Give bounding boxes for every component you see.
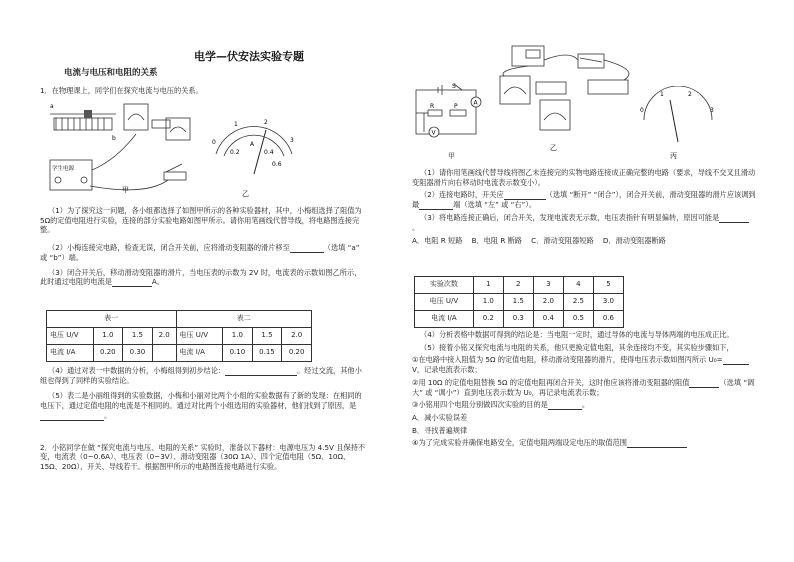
option-find-rule: B．寻找普遍规律 — [412, 425, 468, 435]
q2-part2-blank2[interactable] — [419, 201, 453, 210]
ammeter-tick-04: 0.4 — [264, 149, 274, 156]
power-label: 学生电源 — [52, 166, 75, 172]
table2-title: 表二 — [176, 311, 311, 328]
q2-part4: （4）分析表格中数据可得到的结论是：当电阻一定时，通过导体的电流与导体两端的电压成正比。 — [420, 330, 734, 339]
option-c: C．滑动变阻器短路 — [531, 236, 594, 246]
left-column — [40, 86, 366, 96]
step-2: ②用 10Ω 的定值电阻替换 5Ω 的定值电阻再闭合开关，这时他应该将滑动变阻器的阻值 — [412, 377, 690, 387]
voltmeter-tick-0: 0 — [640, 107, 644, 114]
table-cell: 2.0 — [533, 294, 563, 311]
table-cell: 0.5 — [563, 311, 593, 328]
circuit-A: A — [473, 99, 478, 107]
table-cell: 1.0 — [93, 328, 123, 345]
table-cell: 0.6 — [593, 311, 623, 328]
rheostat-body — [54, 118, 112, 130]
fig-label-yi-right: 乙 — [550, 144, 557, 152]
fig-label-jia-right: 甲 — [448, 152, 455, 160]
option-reduce-error: A．减小实验误差 — [412, 413, 468, 423]
terminal-a: a — [50, 103, 54, 110]
q1-intro: 1．在物理课上，同学们在探究电流与电压的关系。 — [40, 86, 203, 95]
table-cell: 0.4 — [533, 311, 563, 328]
q1-part5-tail: 。 — [104, 410, 112, 420]
table-cell: 0.3 — [503, 311, 533, 328]
circuit-S: S — [452, 83, 456, 90]
ammeter-tick-3: 3 — [290, 137, 294, 144]
q2-part2-tail: 端（选填 “左” 或 “右”）。 — [453, 200, 537, 210]
table2-row-u-label: 电压 U/V — [176, 328, 223, 345]
q1-part5: （5）表二是小丽组得到的实验数据，小梅和小丽对比两个小组的实验数据有了新的发现：在相同的电压下，通过定值电阻的电流是不相同的。通过对比两个小组选用的实验器材，他们找到了原因，是 — [40, 391, 362, 411]
q1-part2: （2）小梅连接完电路，检查无误，闭合开关前，应将滑动变阻器的滑片移至 — [48, 243, 290, 253]
q1-part4-blank[interactable] — [225, 367, 297, 376]
table-cell: 1.5 — [252, 328, 282, 345]
table-header: 3 — [533, 277, 563, 294]
fig-label-yi: 乙 — [242, 190, 249, 198]
figure-apparatus-right — [490, 40, 650, 152]
table-cell: 1.5 — [123, 328, 153, 345]
table-cell: 1.0 — [473, 294, 503, 311]
figure-voltmeter-dial — [636, 86, 720, 162]
figure-ammeter-dial — [206, 114, 302, 198]
q1-part4: （4）通过对表一中数据的分析，小梅组得到初步结论： — [48, 366, 226, 375]
page-title: 电学—伏安法实验专题 — [194, 50, 304, 63]
table-cell: 0.10 — [223, 345, 253, 362]
step-1-tail: V，记录电流表示数； — [412, 365, 482, 375]
table-header: 2 — [503, 277, 533, 294]
data-table-right — [414, 276, 624, 328]
table-cell — [152, 345, 176, 362]
q2-intro: 2．小铭同学在做 “探究电流与电压、电阻的关系” 实验时，准备以下器材：电源电压为 4.5V 且保持不变，电流表（0~0.6A）、电压表（0~3V）、滑动变阻器（30Ω 1A）、四个定值电阻（5Ω、10Ω、15Ω、20Ω）、开关、导线若干。根据图甲所示的电路图连接电路进行实验。 — [40, 442, 366, 472]
q2-part2: （2）连接电路时，开关应 — [420, 190, 504, 200]
table-header: 1 — [473, 277, 503, 294]
ammeter-tick-02: 0.2 — [230, 149, 240, 156]
q1-part3-blank[interactable] — [112, 278, 152, 287]
table-header: 实验次数 — [415, 277, 474, 294]
table-cell: 0.2 — [473, 311, 503, 328]
option-a: A．电阻 R 短路 — [412, 236, 463, 246]
table-cell: 1.0 — [223, 328, 253, 345]
circuit-P: P — [454, 103, 458, 110]
q2-part3-tail: 。 — [412, 222, 420, 232]
figure-circuit-diagram — [410, 82, 490, 146]
q2-part2-mid: （选填 “断开” “闭合”），闭合开关前，滑动变阻器的滑片应该调到最 — [412, 190, 756, 210]
table-cell: 0.20 — [93, 345, 123, 362]
ammeter-tick-0: 0 — [212, 139, 216, 146]
q1-part2-tail: （选填 “a” 或 “b”）端。 — [40, 243, 360, 262]
table-cell: 1.5 — [503, 294, 533, 311]
table-cell: 0.20 — [282, 345, 312, 362]
table-cell: 0.15 — [252, 345, 282, 362]
table2-row-i-label: 电流 I/A — [176, 345, 223, 362]
section-title: 电流与电压和电阻的关系 — [64, 68, 158, 78]
table-cell: 3.0 — [593, 294, 623, 311]
q1-part3: （3）闭合开关后，移动滑动变阻器的滑片，当电压表的示数为 2V 时，电流表的示数如图乙所示，此时通过电阻的电流是 — [40, 267, 362, 287]
step-1-blank[interactable] — [723, 356, 749, 365]
step-4: ④为了完成实验并确保电路安全，定值电阻两端设定电压的取值范围 — [412, 438, 627, 448]
table-cell: 2.0 — [282, 328, 312, 345]
voltmeter-tick-2: 2 — [688, 91, 692, 98]
q2-part5: （5）接着小铭又探究电流与电阻的关系，他只更换定值电阻，其余连接均不变，其实验步骤如下， — [420, 342, 734, 352]
ammeter-unit: A — [250, 141, 255, 148]
option-b: B．电阻 R 断路 — [471, 236, 522, 246]
circuit-V: V — [431, 129, 436, 137]
q2-part1: （1）请你用笔画线代替导线将图乙未连接完的实物电路连接成正确完整的电路（要求，导线不交叉且滑动变阻器滑片向右移动时电流表示数变小）。 — [412, 168, 756, 187]
step-2-tail: （选填 “调大” 或 “调小”）直到电压表示数为 U₀，再记录电流表示数； — [412, 377, 755, 397]
table-one-two — [46, 310, 312, 362]
table1-row-u-label: 电压 U/V — [47, 328, 94, 345]
voltmeter-tick-3: 3 — [710, 107, 714, 114]
ammeter-tick-06: 0.6 — [272, 161, 282, 168]
table1-row-i-label: 电流 I/A — [47, 345, 94, 362]
step-3-blank[interactable] — [548, 401, 582, 410]
table-cell: 2.0 — [152, 328, 176, 345]
table-cell: 2.5 — [563, 294, 593, 311]
step-2-blank[interactable] — [689, 379, 719, 388]
step-3-tail: 。 — [581, 400, 590, 410]
q1-part1: （1）为了探究这一问题，各小组都选择了如图甲所示的各种实验器材，其中，小梅组选择了阻值为 5Ω的定值电阻进行实验，连接的部分实验电路如图甲所示。请你用笔画线代替导线，将电路图连接完整。 — [40, 206, 362, 235]
step-4-blank[interactable] — [627, 439, 687, 448]
ammeter-tick-1: 1 — [234, 121, 238, 128]
voltmeter-tick-1: 1 — [660, 91, 664, 98]
ammeter-tick-2: 2 — [264, 119, 268, 126]
q2-part3-blank[interactable] — [719, 214, 749, 223]
step-3: ③小铭用四个电阻分别做四次实验的目的是 — [412, 400, 548, 410]
terminal-b: b — [112, 135, 116, 142]
fig-label-bing: 丙 — [670, 152, 677, 160]
q1-part5-blank[interactable] — [40, 412, 104, 421]
q1-part3-tail: A。 — [151, 277, 164, 287]
table-header: 4 — [563, 277, 593, 294]
table-cell: 电流 I/A — [415, 311, 474, 328]
q2-part2-blank1[interactable] — [504, 191, 546, 200]
q2-part3: （3）将电路连接正确后，闭合开关，发现电流表无示数，电压表指针有明显偏转，原因可能是 — [420, 212, 720, 222]
circuit-R: R — [430, 103, 435, 110]
table1-title: 表一 — [47, 311, 177, 328]
table-header: 5 — [593, 277, 623, 294]
table-cell: 电压 U/V — [415, 294, 474, 311]
fig-label-jia: 甲 — [122, 186, 129, 194]
option-d: D．滑动变阻器断路 — [602, 236, 666, 246]
q1-part4-tail: 。经过交流，其他小组也得到了同样的实验结论。 — [40, 366, 362, 385]
table-cell: 0.30 — [123, 345, 153, 362]
step-1: ①在电路中接入阻值为 5Ω 的定值电阻，移动滑动变阻器的滑片，使得电压表示数如图丙所示 U₀= — [412, 355, 723, 365]
q1-part2-blank[interactable] — [290, 244, 324, 253]
